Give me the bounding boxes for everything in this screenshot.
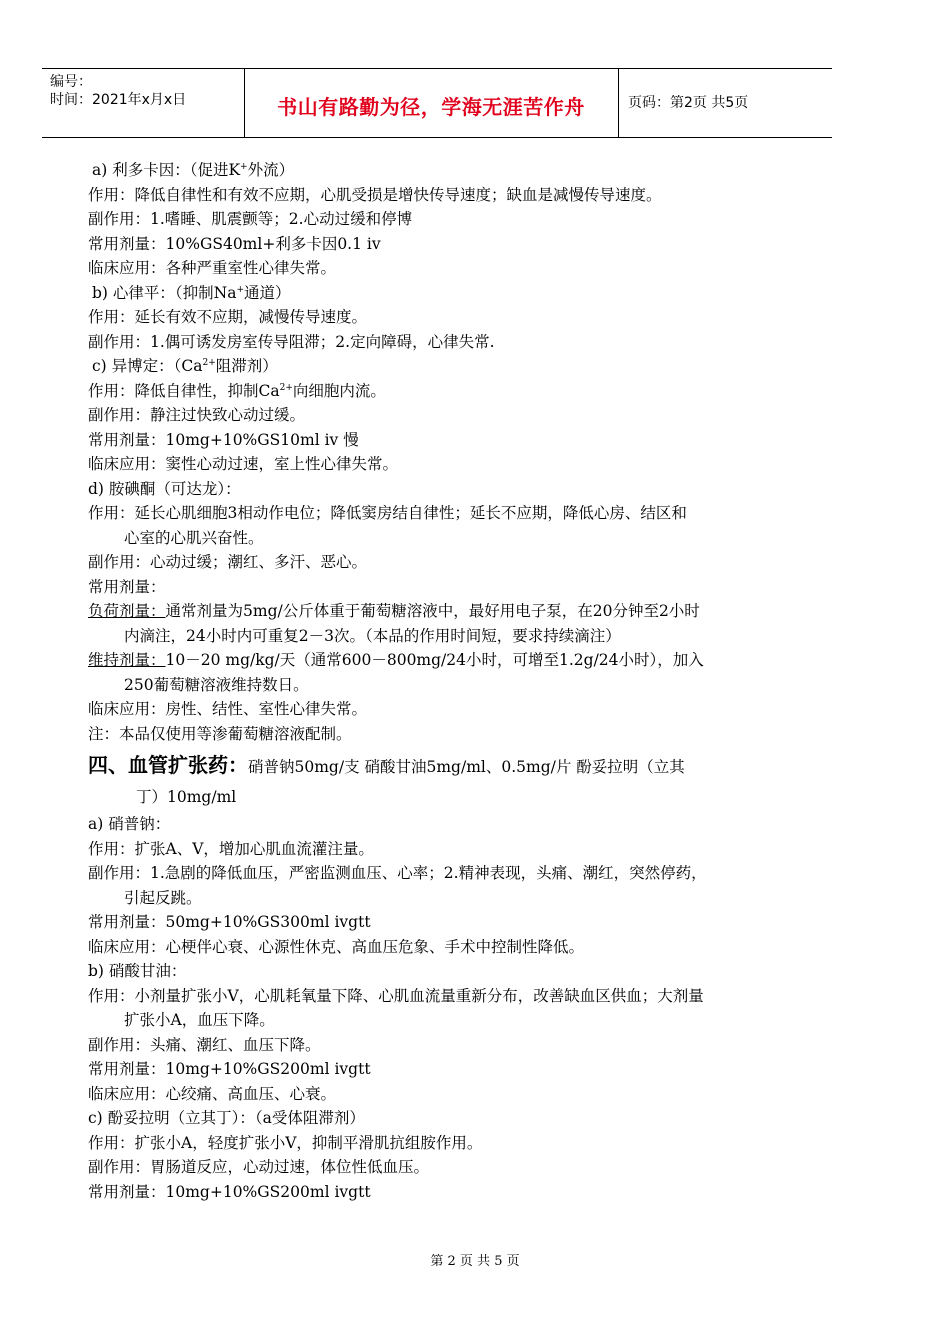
section-title: 四、血管扩张药： <box>88 753 248 777</box>
text-line: 常用剂量：10mg+10%GS200ml ivgtt <box>88 1060 371 1078</box>
document-number-label: 编号： <box>50 74 92 90</box>
page-header <box>42 68 832 138</box>
text-line: 引起反跳。 <box>124 888 202 907</box>
underlined-label: 维持剂量： <box>88 651 166 669</box>
text-line: 副作用：静注过快致心动过缓。 <box>88 406 306 424</box>
text-line: 作用：扩张A、V，增加心肌血流灌注量。 <box>88 839 374 858</box>
section-heading-vasodilators <box>88 750 868 782</box>
text-line: 副作用：心动过缓；潮红、多汗、恶心。 <box>88 553 368 571</box>
section-intro-line2: 丁）10mg/ml <box>136 788 237 806</box>
text-line: 作用：扩张小A，轻度扩张小V，抑制平滑肌抗组胺作用。 <box>88 1133 483 1152</box>
text-line: 副作用：头痛、潮红、血压下降。 <box>88 1035 321 1054</box>
text-line: 心室的心肌兴奋性。 <box>124 528 264 547</box>
section-intro-line1: 硝普钠50mg/支 硝酸甘油5mg/ml、0.5mg/片 酚妥拉明（立其 <box>248 758 685 776</box>
text-line: 常用剂量：10mg+10%GS200ml ivgtt <box>88 1182 371 1201</box>
superscript: + <box>236 284 244 295</box>
line-text: 阻滞剂） <box>215 357 278 375</box>
header-page-number: 页码：第2页 共5页 <box>628 95 749 111</box>
superscript: 2+ <box>202 357 216 368</box>
text-line: 临床应用：房性、结性、室性心律失常。 <box>88 700 368 718</box>
page-footer: 第 2 页 共 5 页 <box>430 1254 520 1269</box>
text-line: 作用：降低自律性和有效不应期，心肌受损是增快传导速度；缺血是减慢传导速度。 <box>88 185 662 204</box>
header-page-cell <box>618 69 832 137</box>
line-text: 向细胞内流。 <box>292 381 386 400</box>
text-line: 临床应用：心绞痛、高血压、心衰。 <box>88 1084 337 1103</box>
text-line: 注：本品仅使用等渗葡萄糖溶液配制。 <box>88 724 352 743</box>
text-line <box>88 379 868 404</box>
line-text: 外流） <box>247 161 295 179</box>
text-line: 临床应用：各种严重室性心律失常。 <box>88 259 337 277</box>
header-meta-cell <box>42 69 245 137</box>
text-line: 常用剂量：10%GS40ml+利多卡因0.1 iv <box>88 234 381 253</box>
superscript: 2+ <box>279 382 293 393</box>
line-text: 通道） <box>244 283 291 302</box>
text-line: 常用剂量：10mg+10%GS10ml iv 慢 <box>88 430 359 449</box>
superscript: + <box>240 161 248 172</box>
text-line: 250葡萄糖溶液维持数日。 <box>124 675 309 694</box>
text-line <box>88 354 868 379</box>
text-line: 副作用：1.急剧的降低血压，严密监测血压、心率；2.精神表现，头痛、潮红，突然停药， <box>88 864 707 882</box>
text-line: 副作用：胃肠道反应，心动过速，体位性低血压。 <box>88 1158 430 1176</box>
line-text: 通常剂量为5mg/公斤体重于葡萄糖溶液中，最好用电子泵，在20分钟至2小时 <box>165 602 700 620</box>
text-line: 副作用：1.嗜睡、肌震颤等；2.心动过缓和停博 <box>88 210 413 228</box>
vasodilator-section <box>88 812 868 1204</box>
text-line: 作用：延长心肌细胞3相动作电位；降低窦房结自律性；延长不应期，降低心房、结区和 <box>88 504 687 522</box>
underlined-label: 负荷剂量： <box>88 602 166 620</box>
text-line: 临床应用：窦性心动过速，室上性心律失常。 <box>88 455 399 473</box>
text-line <box>88 281 868 306</box>
text-line: 作用：小剂量扩张小V，心肌耗氧量下降、心肌血流量重新分布，改善缺血区供血；大剂量 <box>88 986 704 1005</box>
text-line <box>88 158 868 183</box>
text-line: 副作用：1.偶可诱发房室传导阻滞；2.定向障碍，心律失常. <box>88 332 495 351</box>
line-text: 10－20 mg/kg/天（通常600－800mg/24小时，可增至1.2g/24小时），加入 <box>165 651 704 669</box>
line-text: c) 异博定：（Ca <box>92 357 203 375</box>
text-line: 内滴注，24小时内可重复2－3次。（本品的作用时间短，要求持续滴注） <box>124 626 621 645</box>
text-line: 扩张小A，血压下降。 <box>124 1011 275 1029</box>
text-line: 作用：延长有效不应期，减慢传导速度。 <box>88 308 368 326</box>
text-line <box>88 599 868 624</box>
text-line: a) 硝普钠： <box>88 815 171 833</box>
document-body <box>88 158 868 1204</box>
header-motto: 书山有路勤为径，学海无涯苦作舟 <box>277 95 585 119</box>
text-line: b) 硝酸甘油： <box>88 962 187 980</box>
text-line: 常用剂量：50mg+10%GS300ml ivgtt <box>88 913 371 931</box>
line-text: a) 利多卡因：（促进K <box>92 161 241 179</box>
line-text: b) 心律平：（抑制Na <box>92 283 237 302</box>
text-line: 临床应用：心梗伴心衰、心源性休克、高血压危象、手术中控制性降低。 <box>88 937 585 956</box>
text-line <box>88 648 868 673</box>
text-line: c) 酚妥拉明（立其丁）：（a受体阻滞剂） <box>88 1109 365 1127</box>
text-line: 常用剂量： <box>88 577 166 596</box>
antiarrhythmic-section <box>88 158 868 746</box>
header-motto-cell <box>244 69 619 137</box>
text-line: d) 胺碘酮（可达龙）： <box>88 479 241 498</box>
document-time-label: 时间：2021年x月x日 <box>50 92 187 108</box>
line-text: 作用：降低自律性，抑制Ca <box>88 381 280 400</box>
